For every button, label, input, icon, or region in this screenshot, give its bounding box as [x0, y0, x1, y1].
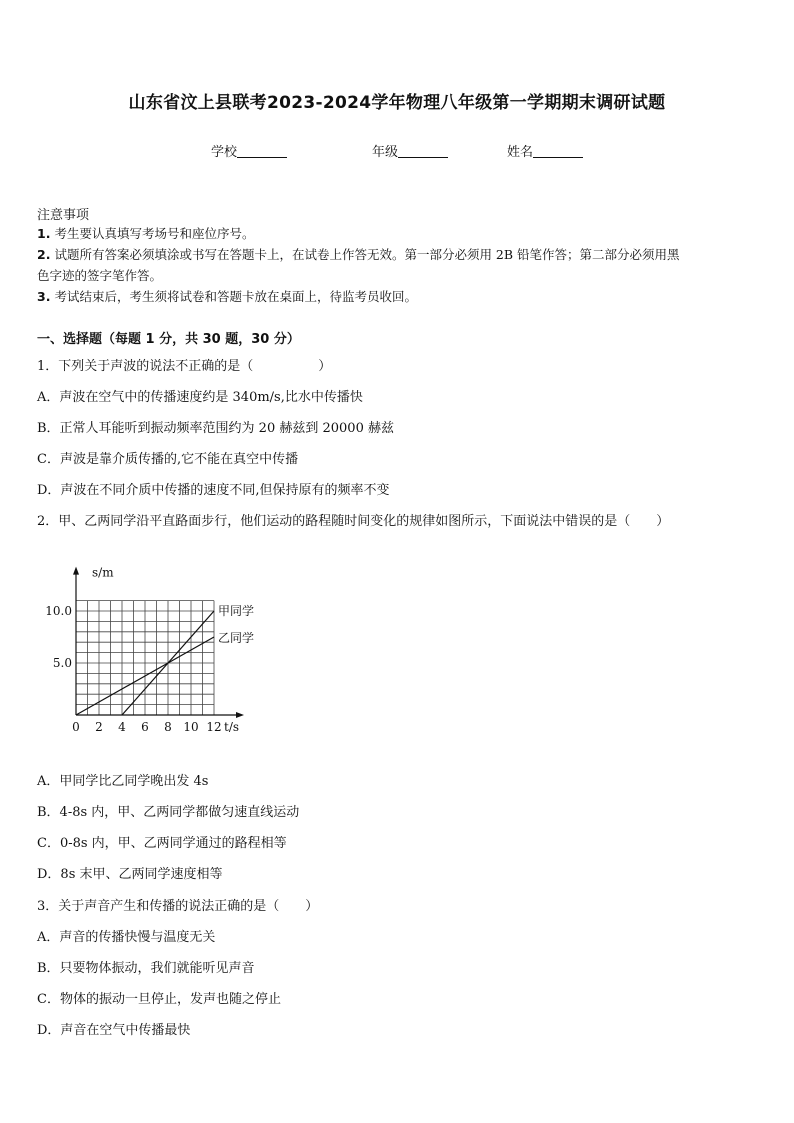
name-label: 姓名: [507, 145, 534, 160]
notes-heading: 注意事项: [37, 208, 90, 223]
series-label-1: 甲同学: [218, 604, 255, 618]
y-axis-arrow-icon: [73, 567, 79, 575]
section-heading: 一、选择题（每题 1 分，共 30 题，30 分）: [37, 332, 300, 347]
y-tick-label: 10.0: [45, 604, 72, 618]
x-tick-label: 10: [183, 720, 199, 734]
series-label-2: 乙同学: [218, 631, 255, 645]
grade-label: 年级: [372, 145, 399, 160]
school-field: [211, 141, 287, 160]
question-3-option-b: B．只要物体振动，我们就能听见声音: [37, 961, 255, 976]
question-1-option-a: A．声波在空气中的传播速度约是 340m/s,比水中传播快: [37, 390, 363, 405]
x-axis-arrow-icon: [236, 712, 244, 718]
question-2-option-c: C．0-8s 内，甲、乙两同学通过的路程相等: [37, 836, 287, 851]
note-item-continued: 色字迹的签字笔作答。: [37, 268, 163, 283]
question-3-option-c: C．物体的振动一旦停止，发声也随之停止: [37, 992, 281, 1007]
note-item: 2. 试题所有答案必须填涂或书写在答题卡上，在试卷上作答无效。第一部分必须用 2B 铅笔作答；第二部分必须用黑: [37, 247, 680, 262]
school-label: 学校: [211, 145, 238, 160]
question-1-option-d: D．声波在不同介质中传播的速度不同,但保持原有的频率不变: [37, 483, 390, 498]
name-field: [507, 141, 583, 160]
question-1-stem: 1．下列关于声波的说法不正确的是（ ）: [37, 359, 332, 374]
grade-field: [372, 141, 448, 160]
grade-blank[interactable]: [398, 144, 448, 158]
note-item: 3. 考试结束后，考生须将试卷和答题卡放在桌面上，待监考员收回。: [37, 289, 417, 304]
distance-time-chart: [40, 550, 270, 740]
x-axis-label: t/s: [224, 720, 240, 734]
question-1-option-b: B．正常人耳能听到振动频率范围约为 20 赫兹到 20000 赫兹: [37, 421, 394, 436]
x-tick-label: 2: [95, 720, 103, 734]
chart-grid: [76, 601, 214, 715]
y-axis-label: s/m: [92, 565, 114, 580]
question-2-option-a: A．甲同学比乙同学晚出发 4s: [37, 774, 209, 789]
page-title: 山东省汶上县联考2023-2024学年物理八年级第一学期期末调研试题: [128, 93, 666, 113]
question-3-option-a: A．声音的传播快慢与温度无关: [37, 930, 216, 945]
x-tick-label: 6: [141, 720, 149, 734]
x-tick-label: 8: [164, 720, 172, 734]
note-item: 1. 考生要认真填写考场号和座位序号。: [37, 226, 255, 241]
question-3-option-d: D．声音在空气中传播最快: [37, 1023, 191, 1038]
name-blank[interactable]: [533, 144, 583, 158]
x-tick-label: 0: [72, 720, 80, 734]
school-blank[interactable]: [237, 144, 287, 158]
question-1-option-c: C．声波是靠介质传播的,它不能在真空中传播: [37, 452, 299, 467]
question-2-option-d: D．8s 末甲、乙两同学速度相等: [37, 867, 223, 882]
question-3-stem: 3．关于声音产生和传播的说法正确的是（ ）: [37, 899, 319, 914]
question-2-stem: 2．甲、乙两同学沿平直路面步行，他们运动的路程随时间变化的规律如图所示，下面说法中错误的是（ ）: [37, 514, 670, 529]
y-tick-label: 5.0: [52, 656, 72, 670]
question-2-option-b: B．4-8s 内，甲、乙两同学都做匀速直线运动: [37, 805, 300, 820]
x-tick-label: 12: [206, 720, 222, 734]
x-tick-label: 4: [118, 720, 126, 734]
